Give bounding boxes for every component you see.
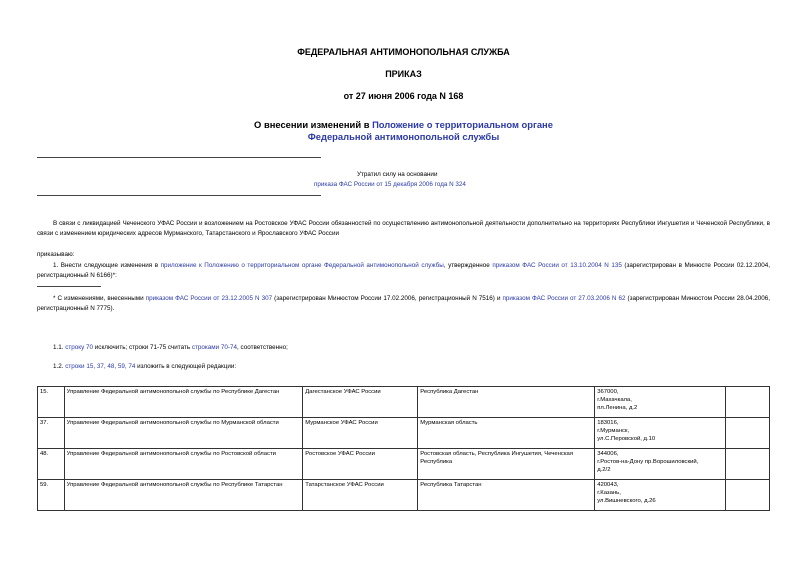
table-cell-address	[595, 449, 726, 480]
table-cell-short: Дагестанское УФАС России	[303, 387, 418, 418]
table-cell-short: Татарстанское УФАС России	[303, 480, 418, 511]
footnote-text-a: * С изменениями, внесенными	[53, 295, 146, 302]
footnote-link-2[interactable]: приказом ФАС России от 27.03.2006 N 62	[502, 295, 626, 302]
item-1-1-text-a: 1.1.	[53, 344, 66, 351]
item-1-1-text-c: , соответственно;	[237, 344, 288, 351]
address-line: г.Махачкала,	[597, 397, 632, 403]
doc-type-heading: ПРИКАЗ	[385, 69, 422, 79]
table-cell-address	[595, 418, 726, 449]
title-link-part2[interactable]: Федеральной антимонопольной службы	[307, 131, 500, 142]
table-row	[38, 387, 770, 418]
table-cell-name: Управление Федеральной антимонопольной службы по Республике Татарстан	[64, 480, 303, 511]
territorial-bodies-table	[37, 386, 770, 511]
address-line: г.Мурманск,	[597, 428, 630, 434]
address-line: г.Казань,	[597, 490, 621, 496]
title-link-part1[interactable]: Положение о территориальном органе	[372, 119, 553, 130]
divider-bottom	[37, 195, 321, 196]
table-cell-num: 37.	[38, 418, 65, 449]
address-line: 183016,	[597, 420, 619, 426]
item-1-2-paragraph	[37, 362, 770, 372]
table-row	[38, 449, 770, 480]
item-1-text-a: 1. Внести следующие изменения в	[53, 262, 161, 269]
item-1-1-link-row70[interactable]: строку 70	[65, 344, 94, 351]
footnote-text-b: (зарегистрирован Минюстом России 17.02.2006, регистрационный N 7516) и	[272, 295, 503, 302]
document-title	[0, 119, 807, 143]
footnote-divider	[37, 286, 101, 287]
footnote-text-c: (зарегистрирован Минюстом России 28.04.2006, регистрационный N 7775).	[37, 295, 770, 312]
divider-top	[37, 157, 321, 158]
item-1-2-text-b: изложить в следующей редакции:	[135, 363, 237, 370]
table-cell-name: Управление Федеральной антимонопольной службы по Республике Дагестан	[64, 387, 303, 418]
table-cell-name: Управление Федеральной антимонопольной службы по Мурманской области	[64, 418, 303, 449]
address-line: 420043,	[597, 482, 619, 488]
table-cell-num: 48.	[38, 449, 65, 480]
address-line: 367000,	[597, 389, 619, 395]
address-line: 344006,	[597, 451, 619, 457]
table-cell-empty	[726, 449, 770, 480]
table-row	[38, 418, 770, 449]
address-line: д.2/2	[597, 467, 611, 473]
table-cell-num: 15.	[38, 387, 65, 418]
title-prefix: О внесении изменений в	[254, 119, 373, 130]
agency-heading: ФЕДЕРАЛЬНАЯ АНТИМОНОПОЛЬНАЯ СЛУЖБА	[297, 47, 510, 57]
table-cell-name: Управление Федеральной антимонопольной службы по Ростовской области	[64, 449, 303, 480]
address-line: ул.Вишневского, д.26	[597, 498, 656, 504]
table-row	[38, 480, 770, 511]
table-cell-short: Ростовское УФАС России	[303, 449, 418, 480]
table-cell-num: 59.	[38, 480, 65, 511]
table-cell-empty	[726, 418, 770, 449]
item-1-paragraph	[37, 261, 770, 281]
item-1-1-paragraph	[37, 343, 770, 353]
footnote-paragraph	[37, 294, 770, 314]
address-line: ул.С.Перовской, д.10	[597, 436, 656, 442]
date-heading: от 27 июня 2006 года N 168	[343, 91, 464, 101]
intro-paragraph: В связи с ликвидацией Чеченского УФАС России и возложением на Ростовское УФАС России обязанностей по осуществлению антимонопольной деятельности дополнительно на территориях Республики Ингушетия и Чеченской Республики, в связи с изменением юридических адресов Мурманского, Татарстанского и Ярославского УФАС России	[37, 220, 770, 237]
item-1-2-text-a: 1.2.	[53, 363, 66, 370]
item-1-text-c: (зарегистрирован в Минюсте России 02.12.2004, регистрационный N 6166)*:	[37, 262, 771, 279]
item-1-text-b: , утвержденное	[443, 262, 493, 269]
status-line: Утратил силу на основании	[357, 171, 438, 178]
table-cell-region: Республика Татарстан	[418, 480, 595, 511]
item-1-1-text-b: исключить; строки 71-75 считать	[93, 344, 192, 351]
item-1-1-link-rows70-74[interactable]: строками 70-74	[191, 344, 238, 351]
table-cell-empty	[726, 387, 770, 418]
item-1-link-order[interactable]: приказом ФАС России от 13.10.2004 N 135	[492, 262, 622, 269]
table-cell-region: Мурманская область	[418, 418, 595, 449]
table-cell-region: Ростовская область, Республика Ингушетия, Чеченская Республика	[418, 449, 595, 480]
table-cell-address	[595, 387, 726, 418]
item-1-2-link-rows[interactable]: строки 15, 37, 48, 59, 74	[65, 363, 136, 370]
address-line: пл.Ленина, д.2	[597, 405, 638, 411]
order-word: приказываю:	[37, 251, 75, 258]
table-cell-short: Мурманское УФАС России	[303, 418, 418, 449]
table-cell-empty	[726, 480, 770, 511]
footnote-link-1[interactable]: приказом ФАС России от 23.12.2005 N 307	[145, 295, 273, 302]
table-cell-region: Республика Дагестан	[418, 387, 595, 418]
item-1-link-appendix[interactable]: приложение к Положению о территориальном органе Федеральной антимонопольной службы	[160, 262, 444, 269]
status-link[interactable]: приказа ФАС России от 15 декабря 2006 года N 324	[314, 181, 466, 188]
table-cell-address	[595, 480, 726, 511]
address-line: г.Ростов-на-Дону пр.Ворошиловский,	[597, 459, 699, 465]
